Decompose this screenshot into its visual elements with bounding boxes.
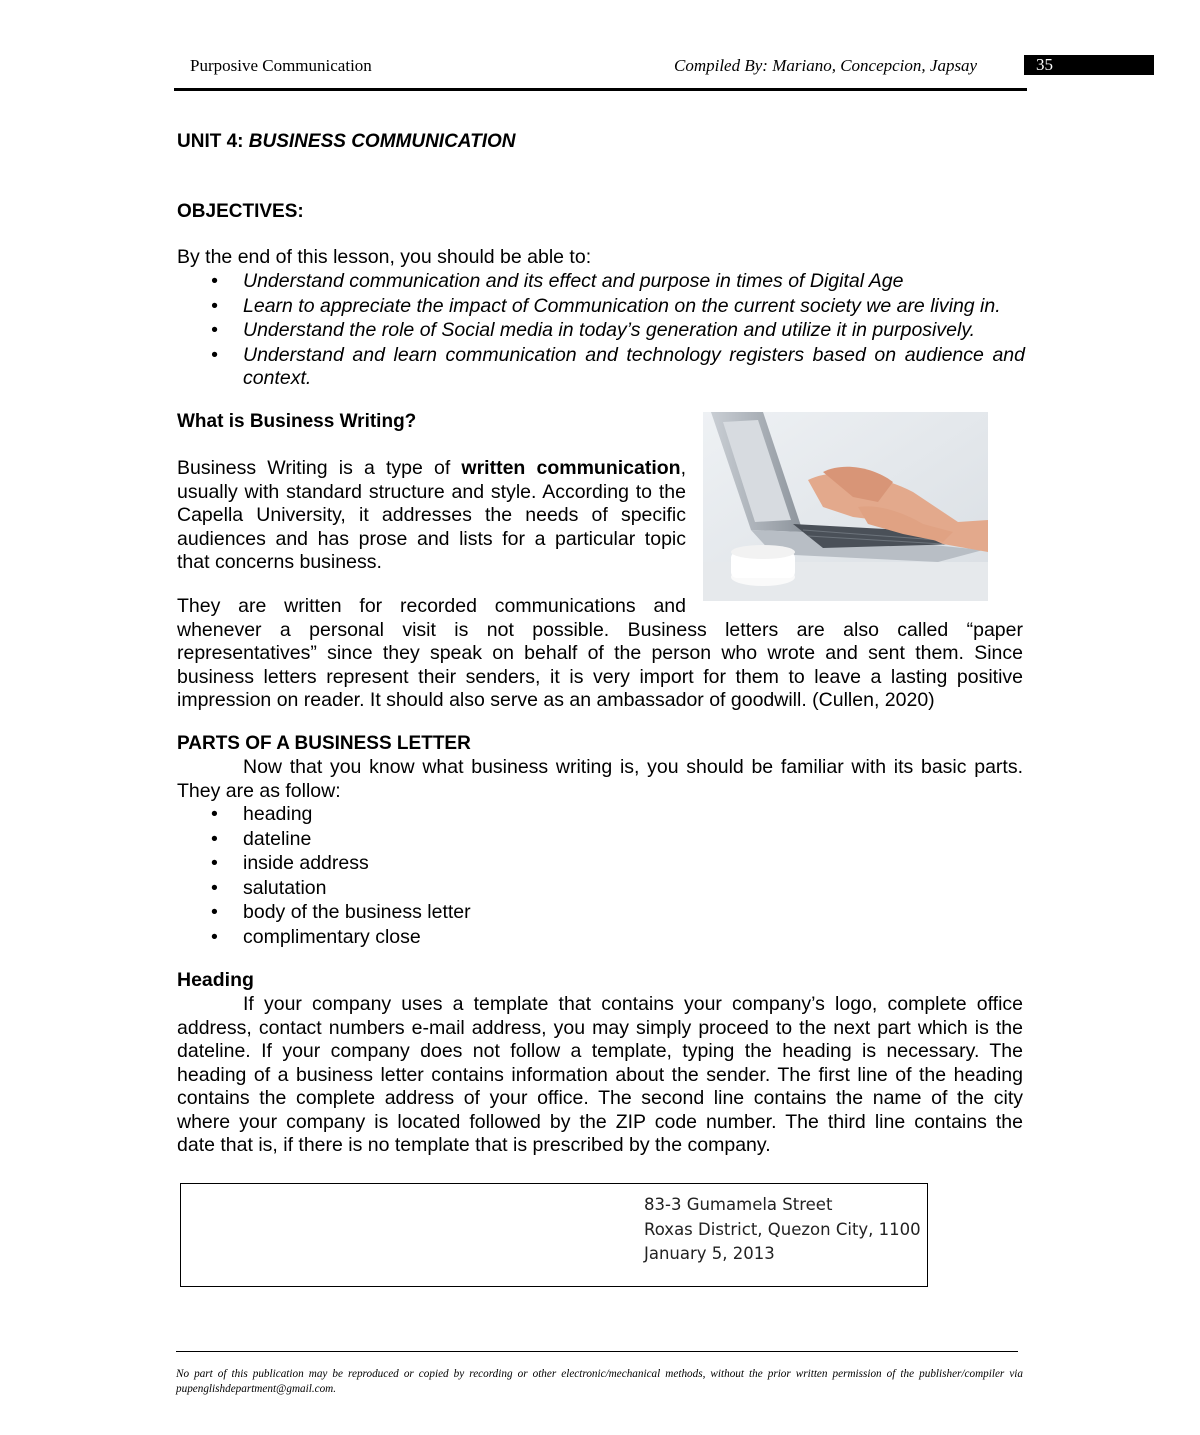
page-number: 35 [1024, 55, 1154, 75]
bullet-icon: • [211, 876, 218, 899]
paragraph-line: usually with standard structure and style. According to the [177, 480, 686, 503]
bullet-icon: • [211, 925, 218, 948]
paragraph-line: They are as follow: [177, 779, 341, 802]
paragraph-line: Now that you know what business writing is, you should be familiar with its basic parts. [243, 756, 1023, 778]
list-item: • Learn to appreciate the impact of Communication on the current society we are living in. [211, 294, 1001, 317]
bullet-icon: • [211, 270, 218, 292]
section-heading-heading: Heading [177, 969, 254, 991]
list-item: • Understand and learn communication and technology registers based on audience and [211, 343, 1025, 366]
paragraph-line: representatives” since they speak on behalf of the person who wrote and sent them. Since [177, 642, 1023, 664]
bullet-icon: • [211, 319, 218, 341]
paragraph-line: address, contact numbers e-mail address, you may simply proceed to the next part which is the [177, 1016, 1023, 1039]
list-item: • body of the business letter [211, 901, 471, 923]
parts-intro-paragraph [177, 756, 1023, 803]
paragraph-line: If your company uses a template that contains your company’s logo, complete office [243, 993, 1023, 1015]
paragraph-line: Business Writing is a type of written communication, [177, 457, 686, 479]
bullet-icon: • [211, 852, 218, 874]
address-city: Roxas District, Quezon City, 1100 [644, 1219, 921, 1239]
header-compilers: Compiled By: Mariano, Concepcion, Japsay [674, 56, 978, 75]
paragraph-line: heading of a business letter contains information about the sender. The first line of the heading [177, 1063, 1023, 1086]
paragraph-line: audiences and has prose and lists for a particular topic [177, 527, 686, 550]
objectives-list [177, 269, 1025, 389]
list-item: • Understand communication and its effect and purpose in times of Digital Age [211, 270, 904, 292]
paragraph-line: whenever a personal visit is not possible. Business letters are also called “paper [177, 618, 1023, 641]
business-writing-paragraph [177, 457, 686, 575]
paragraph-line: business letters represent their senders, it is very import for them to leave a lasting positive [177, 665, 1023, 688]
paragraph-line: that concerns business. [177, 551, 382, 573]
bullet-icon: • [211, 343, 218, 366]
list-item: • Understand the role of Social media in today’s generation and utilize it in purposively. [211, 319, 976, 341]
heading-paragraph [177, 993, 1023, 1158]
example-address [644, 1193, 921, 1267]
parts-list [177, 802, 777, 949]
list-item: • heading [211, 803, 313, 825]
section-heading-business-writing: What is Business Writing? [177, 411, 417, 432]
unit-title [177, 131, 516, 153]
list-item: • salutation [211, 876, 327, 899]
business-letters-paragraph [177, 595, 1023, 713]
address-date: January 5, 2013 [644, 1244, 775, 1263]
list-item-continuation: context. [243, 367, 312, 389]
section-heading-parts: PARTS OF A BUSINESS LETTER [177, 733, 471, 754]
header-course-title: Purposive Communication [190, 56, 372, 75]
unit-prefix: UNIT 4: [177, 131, 249, 152]
objectives-heading: OBJECTIVES: [177, 201, 304, 222]
list-item: • dateline [211, 827, 312, 850]
paragraph-line: impression on reader. It should also serve as an ambassador of goodwill. (Cullen, 2020) [177, 689, 935, 711]
footer-divider [176, 1351, 1018, 1352]
header-divider [174, 88, 1027, 91]
paragraph-line: They are written for recorded communications and [177, 595, 686, 617]
paragraph-line: dateline. If your company does not follow a template, typing the heading is necessary. The [177, 1040, 1023, 1062]
bullet-icon: • [211, 827, 218, 850]
bullet-icon: • [211, 803, 218, 825]
unit-name: BUSINESS COMMUNICATION [248, 131, 516, 152]
bullet-icon: • [211, 294, 218, 317]
paragraph-line: Capella University, it addresses the needs of specific [177, 504, 686, 526]
objectives-intro: By the end of this lesson, you should be able to: [177, 246, 592, 268]
laptop-typing-photo [703, 412, 988, 601]
copyright-notice: No part of this publication may be reproduced or copied by recording or other electronic/mechanical methods, without the prior written permission of the publisher/compiler via pupenglishdepartment@gmail.com. [176, 1368, 1023, 1395]
list-item: • complimentary close [211, 925, 421, 948]
paragraph-line: contains the complete address of your office. The second line contains the name of the city [177, 1087, 1023, 1109]
bold-term: written communication [461, 457, 681, 479]
list-item: • inside address [211, 852, 369, 874]
address-street: 83-3 Gumamela Street [644, 1195, 833, 1214]
bullet-icon: • [211, 901, 218, 923]
paragraph-line: date that is, if there is no template that is prescribed by the company. [177, 1134, 771, 1156]
paragraph-line: where your company is located followed by the ZIP code number. The third line contains the [177, 1110, 1023, 1133]
